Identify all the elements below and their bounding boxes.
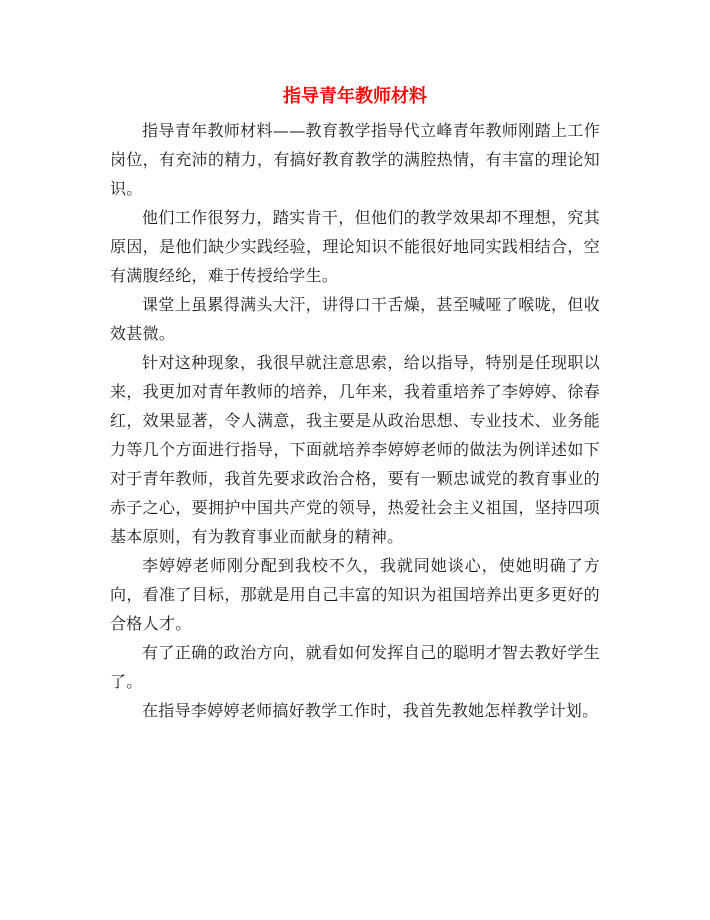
document-body <box>110 116 600 725</box>
paragraph-6: 有了正确的政治方向，就看如何发挥自己的聪明才智去教好学生了。 <box>110 643 600 691</box>
paragraph-5: 李婷婷老师刚分配到我校不久，我就同她谈心，使她明确了方向，看准了目标，那就是用自己丰富的知识为祖国培养出更多更好的合格人才。 <box>110 556 600 633</box>
paragraph-4: 针对这种现象，我很早就注意思索，给以指导，特别是任现职以来，我更加对青年教师的培养，几年来，我着重培养了李婷婷、徐春红，效果显著，令人满意，我主要是从政治思想、专业技术、业务能力等几个方面进行指导，下面就培养李婷婷老师的做法为例详述如下对于青年教师，我首先要求政治合格，要有一颗忠诚党的教育事业的赤子之心，要拥护中国共产党的领导，热爱社会主义祖国，坚持四项基本原则，有为教育事业而献身的精神。 <box>110 353 600 546</box>
paragraph-1: 指导青年教师材料——教育教学指导代立峰青年教师刚踏上工作岗位，有充沛的精力，有搞好教育教学的满腔热情，有丰富的理论知识。 <box>110 121 600 198</box>
paragraph-2: 他们工作很努力，踏实肯干，但他们的教学效果却不理想，究其原因，是他们缺少实践经验，理论知识不能很好地同实践相结合，空有满腹经纶，难于传授给学生。 <box>110 208 600 285</box>
paragraph-3: 课堂上虽累得满头大汗，讲得口干舌燥，甚至喊哑了喉咙，但收效甚微。 <box>110 295 600 343</box>
document-title: 指导青年教师材料 <box>283 86 427 107</box>
paragraph-7: 在指导李婷婷老师搞好教学工作时，我首先教她怎样教学计划。 <box>142 701 599 720</box>
